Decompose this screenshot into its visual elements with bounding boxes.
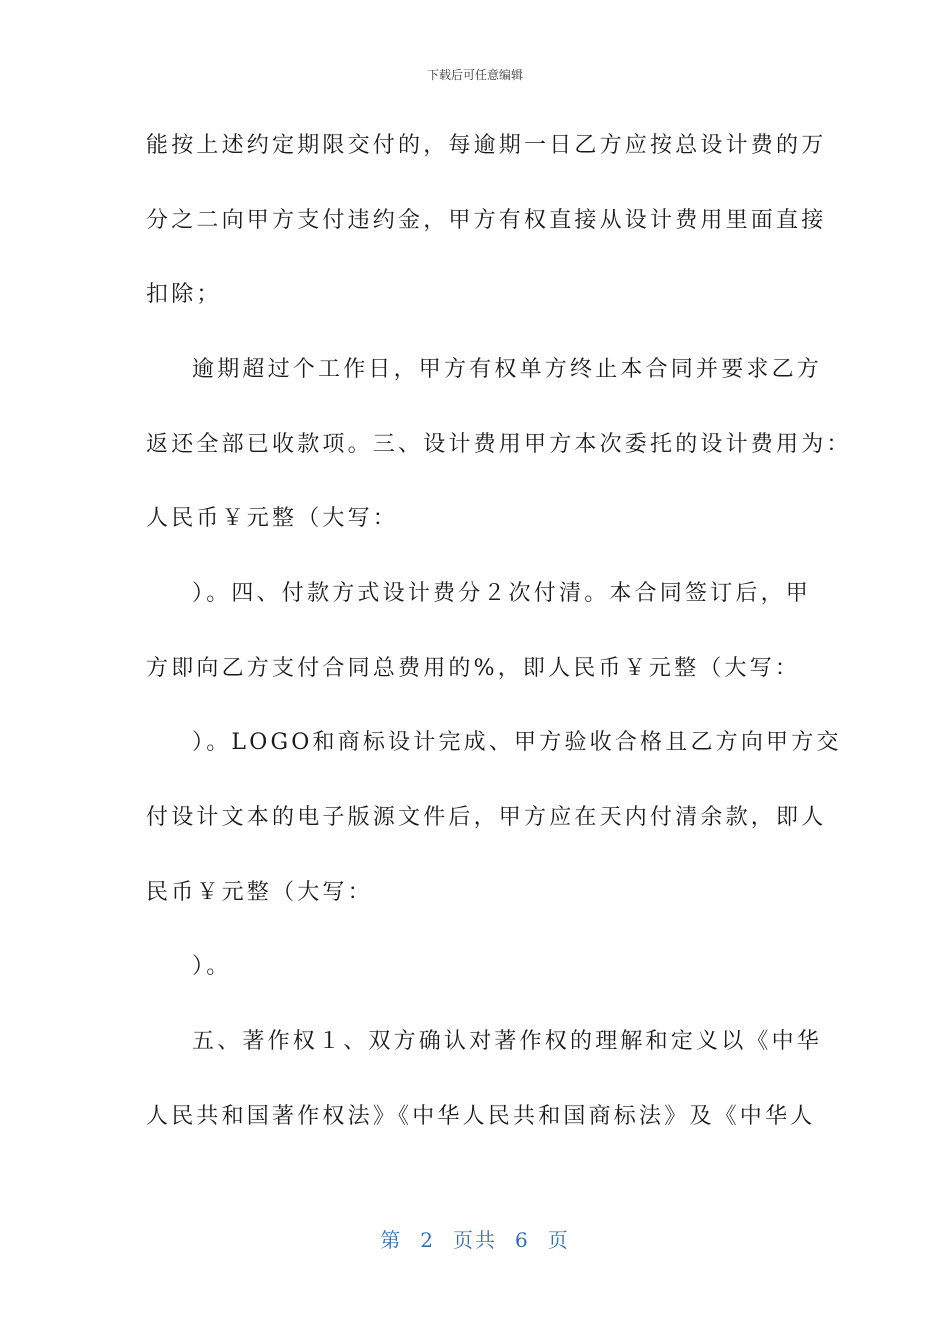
body-line-5: 返还全部已收款项。三、设计费用甲方本次委托的设计费用为： xyxy=(146,432,852,457)
body-line-8: 方即向乙方支付合同总费用的%，即人民币￥元整（大写： xyxy=(146,656,801,681)
page-prefix: 第 xyxy=(380,1228,403,1252)
body-line-7: ）。四、付款方式设计费分２次付清。本合同签订后，甲 xyxy=(192,581,812,606)
page-current: 2 xyxy=(420,1228,435,1252)
body-line-14: 人民共和国著作权法》《中华人民共和国商标法》及《中华人 xyxy=(146,1104,816,1129)
body-line-3: 扣除； xyxy=(146,282,222,307)
page-total: 6 xyxy=(515,1228,530,1252)
body-line-12: ）。 xyxy=(192,954,232,979)
page-middle: 页共 xyxy=(453,1228,497,1252)
body-line-6: 人民币￥元整（大写： xyxy=(146,506,399,531)
body-line-10: 付设计文本的电子版源文件后，甲方应在天内付清余款，即人 xyxy=(146,805,827,830)
header-note: 下载后可任意编辑 xyxy=(426,68,523,82)
page-footer xyxy=(0,1224,950,1253)
body-line-1: 能按上述约定期限交付的，每逾期一日乙方应按总设计费的万 xyxy=(146,133,827,158)
body-line-11: 民币￥元整（大写： xyxy=(146,880,373,905)
body-line-4: 逾期超过个工作日，甲方有权单方终止本合同并要求乙方 xyxy=(192,357,823,382)
body-line-13: 五、著作权１、双方确认对著作权的理解和定义以《中华 xyxy=(192,1029,823,1054)
page-suffix: 页 xyxy=(547,1228,570,1252)
body-line-9: ）。LOGO和商标设计完成、甲方验收合格且乙方向甲方交 xyxy=(192,730,842,755)
body-line-2: 分之二向甲方支付违约金，甲方有权直接从设计费用里面直接 xyxy=(146,208,827,233)
